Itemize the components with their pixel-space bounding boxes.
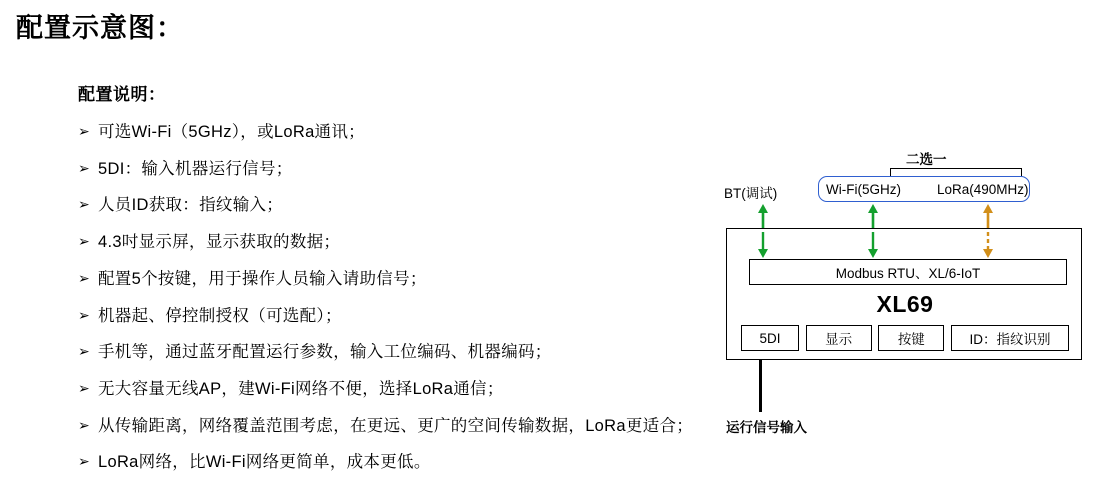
- bullet-icon: ➢: [78, 159, 91, 176]
- bracket-label: 二选一: [906, 152, 947, 167]
- model-name: XL69: [876, 291, 934, 317]
- bullet-icon: ➢: [78, 380, 91, 397]
- bullet-icon: ➢: [78, 233, 91, 250]
- bullet-icon: ➢: [78, 269, 91, 286]
- protocol-box: Modbus RTU、XL/6-IoT: [749, 259, 1067, 285]
- list-item: [78, 303, 718, 330]
- list-item-text: 人员ID获取：指纹输入；: [98, 196, 284, 215]
- bullet-icon: ➢: [78, 306, 91, 323]
- list-item-text: LoRa网络，比Wi-Fi网络更简单，成本更低。: [98, 453, 431, 472]
- label-bluetooth: BT(调试): [724, 186, 778, 201]
- module-display: 显示: [806, 325, 872, 351]
- device-body: [726, 228, 1082, 360]
- module-5di: 5DI: [741, 325, 799, 351]
- page-title: 配置示意图：: [16, 13, 184, 43]
- bullet-icon: ➢: [78, 453, 91, 470]
- arrow-up-lora-icon: [981, 204, 995, 230]
- list-item-text: 机器起、停控制授权（可选配）；: [98, 306, 342, 325]
- signal-input-label: 运行信号输入: [726, 420, 807, 435]
- arrow-down-wifi-icon: [867, 232, 879, 258]
- bullet-icon: ➢: [78, 123, 91, 139]
- list-item: [78, 449, 718, 476]
- arrow-up-bluetooth-icon: [756, 204, 770, 230]
- bracket-tick-right: [1021, 168, 1022, 176]
- list-item-text: 配置5个按键，用于操作人员输入请助信号；: [98, 269, 427, 288]
- device-diagram: [718, 150, 1090, 435]
- list-item: [78, 413, 718, 440]
- list-item: [78, 266, 718, 293]
- module-keys: 按键: [878, 325, 944, 351]
- signal-input-line: [759, 360, 762, 412]
- list-item: [78, 119, 718, 146]
- list-item: [78, 376, 718, 403]
- list-item-text: 手机等，通过蓝牙配置运行参数，输入工位编码、机器编码；: [98, 343, 552, 362]
- list-item-text: 5DI：输入机器运行信号；: [98, 159, 293, 178]
- label-lora: LoRa(490MHz): [937, 182, 1029, 197]
- list-item-text: 4.3吋显示屏，显示获取的数据；: [98, 233, 341, 252]
- list-item: [78, 156, 718, 183]
- bullet-icon: ➢: [78, 196, 91, 213]
- bracket-tick-left: [890, 168, 891, 176]
- list-item-text: 可选Wi-Fi（5GHz），或LoRa通讯；: [98, 123, 365, 141]
- bullet-icon: ➢: [78, 343, 91, 360]
- bullet-icon: ➢: [78, 416, 91, 433]
- arrow-up-wifi-icon: [866, 204, 880, 230]
- arrow-down-bluetooth-icon: [757, 232, 769, 258]
- list-item: [78, 339, 718, 366]
- label-wifi: Wi-Fi(5GHz): [826, 182, 901, 197]
- bracket-line: [890, 168, 1022, 169]
- list-item-text: 从传输距离，网络覆盖范围考虑，在更远、更广的空间传输数据，LoRa更适合；: [98, 416, 694, 435]
- list-item-text: 无大容量无线AP，建Wi-Fi网络不便，选择LoRa通信；: [98, 380, 504, 399]
- arrow-down-lora-icon: [982, 232, 994, 258]
- module-fingerprint-id: ID：指纹识别: [951, 325, 1069, 351]
- module-row: [741, 325, 1069, 351]
- list-item: [78, 229, 718, 256]
- description-heading: 配置说明：: [78, 85, 166, 104]
- description-block: [78, 80, 718, 486]
- list-item: [78, 192, 718, 219]
